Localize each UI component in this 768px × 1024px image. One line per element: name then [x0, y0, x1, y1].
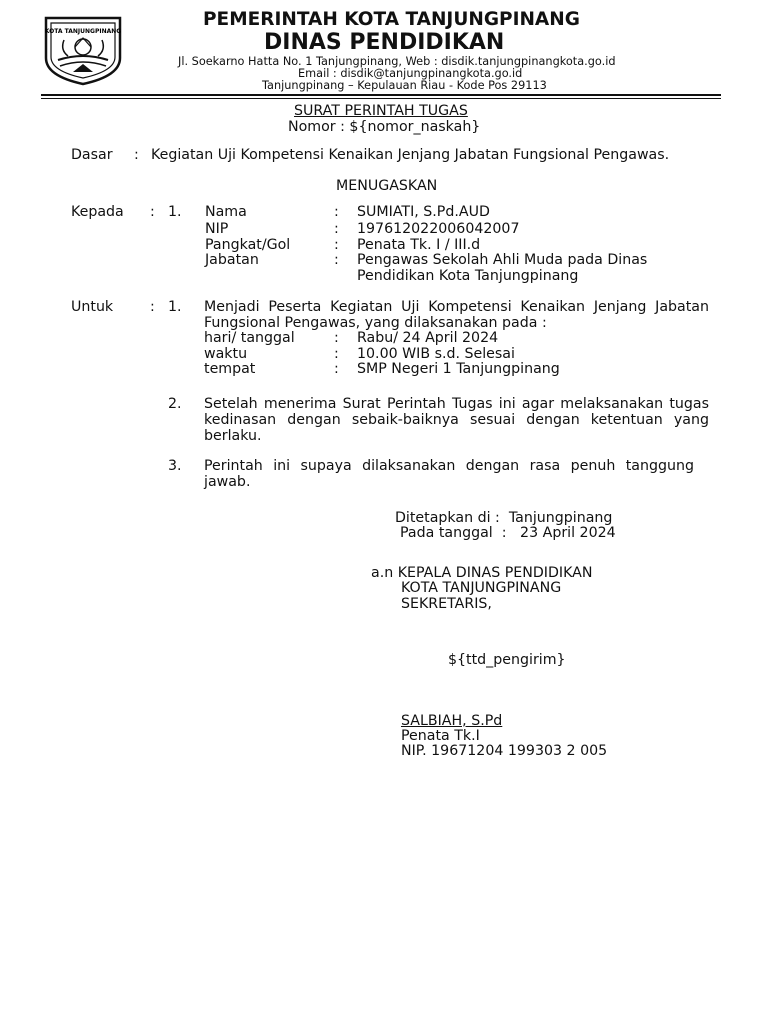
schedule-label-place: tempat: [204, 361, 256, 377]
signer-rank: Penata Tk.I: [401, 728, 480, 744]
schedule-value-place: SMP Negeri 1 Tanjungpinang: [357, 361, 560, 377]
header-government: PEMERINTAH KOTA TANJUNGPINANG: [203, 9, 580, 30]
item-number-1: 1.: [168, 299, 182, 315]
schedule-colon: :: [334, 330, 339, 346]
schedule-value-date: Rabu/ 24 April 2024: [357, 330, 499, 346]
header-divider-thin: [41, 98, 721, 99]
schedule-value-time: 10.00 WIB s.d. Selesai: [357, 346, 515, 362]
untuk-colon: :: [150, 299, 155, 315]
dasar-colon: :: [134, 147, 139, 163]
signature-city: KOTA TANJUNGPINANG: [401, 580, 562, 596]
item-number-2: 2.: [168, 396, 182, 412]
header-email: Email : disdik@tanjungpinangkota.go.id: [298, 67, 523, 80]
issued-place: Ditetapkan di : Tanjungpinang: [395, 510, 613, 526]
dasar-text: Kegiatan Uji Kompetensi Kenaikan Jenjang Jabatan Fungsional Pengawas.: [151, 147, 670, 163]
field-colon: :: [334, 237, 339, 253]
issued-date: Pada tanggal : 23 April 2024: [400, 525, 616, 541]
field-value-nama: SUMIATI, S.Pd.AUD: [357, 204, 490, 220]
field-label-nip: NIP: [205, 221, 229, 237]
kepada-colon: :: [150, 204, 155, 220]
header-address: Jl. Soekarno Hatta No. 1 Tanjungpinang, Web : disdik.tanjungpinangkota.go.id: [178, 55, 616, 68]
field-colon: :: [334, 252, 339, 268]
schedule-colon: :: [334, 346, 339, 362]
kepada-label: Kepada: [71, 204, 124, 220]
field-colon: :: [334, 204, 339, 220]
item-text-3: Perintah ini supaya dilaksanakan dengan rasa penuh tanggung jawab.: [204, 458, 694, 490]
signer-nip: NIP. 19671204 199303 2 005: [401, 743, 608, 759]
field-label-nama: Nama: [205, 204, 247, 220]
header-region: Tanjungpinang – Kepulauan Riau - Kode Pos 29113: [262, 79, 547, 92]
signer-name: SALBIAH, S.Pd: [401, 713, 503, 729]
item-number-3: 3.: [168, 458, 182, 474]
field-label-pangkat: Pangkat/Gol: [205, 237, 291, 253]
field-value-nip: 197612022006042007: [357, 221, 520, 237]
signature-position: SEKRETARIS,: [401, 596, 492, 612]
schedule-label-time: waktu: [204, 346, 248, 362]
menugaskan-heading: MENUGASKAN: [336, 178, 438, 194]
item-text-1: Menjadi Peserta Kegiatan Uji Kompetensi Kenaikan Jenjang Jabatan Fungsional Pengawas, yang dilaksanakan pada :: [204, 299, 709, 331]
signature-placeholder: ${ttd_pengirim}: [448, 652, 566, 668]
dasar-label: Dasar: [71, 147, 113, 163]
field-label-jabatan: Jabatan: [205, 252, 259, 268]
item-text-2: Setelah menerima Surat Perintah Tugas ini agar melaksanakan tugas kedinasan dengan sebaik-baiknya sesuai dengan ketentuan yang berlaku.: [204, 396, 709, 444]
header-agency: DINAS PENDIDIKAN: [264, 30, 505, 55]
field-value-jabatan: Pengawas Sekolah Ahli Muda pada Dinas: [357, 252, 648, 268]
field-value-pangkat: Penata Tk. I / III.d: [357, 237, 481, 253]
letter-title: SURAT PERINTAH TUGAS: [294, 103, 468, 119]
kepada-number: 1.: [168, 204, 182, 220]
letter-number: Nomor : ${nomor_naskah}: [288, 119, 481, 135]
city-emblem-logo: [40, 14, 126, 86]
field-colon: :: [334, 221, 339, 237]
logo-label: KOTA TANJUNGPINANG: [44, 28, 122, 35]
field-value-jabatan-cont: Pendidikan Kota Tanjungpinang: [357, 268, 579, 284]
schedule-colon: :: [334, 361, 339, 377]
header-divider-thick: [41, 94, 721, 96]
schedule-label-date: hari/ tanggal: [204, 330, 295, 346]
signature-office: a.n KEPALA DINAS PENDIDIKAN: [371, 565, 593, 581]
untuk-label: Untuk: [71, 299, 114, 315]
